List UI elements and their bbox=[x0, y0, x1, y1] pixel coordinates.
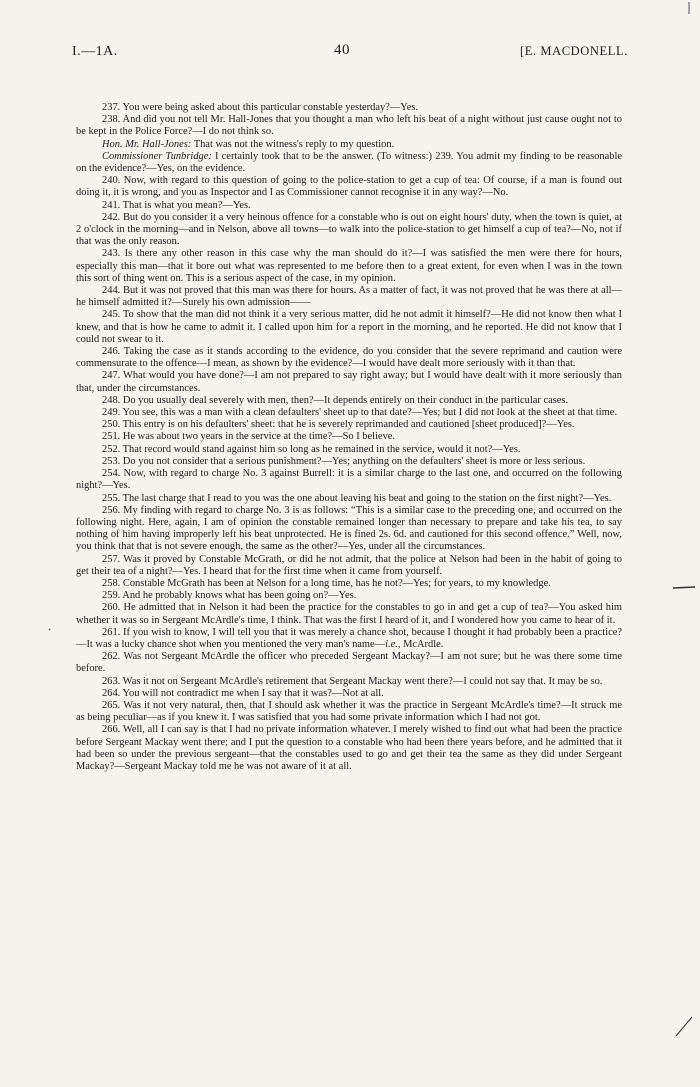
paragraph bbox=[76, 456, 622, 468]
paragraph bbox=[76, 493, 622, 505]
paragraph-text: 247. What would you have done?—I am not prepared to say right away; but I would have dealt with it more seriously than that, under the circumstances. bbox=[76, 370, 622, 394]
paragraph bbox=[76, 346, 622, 370]
paragraph bbox=[76, 627, 622, 651]
paragraph bbox=[76, 139, 622, 151]
paragraph bbox=[76, 676, 622, 688]
paragraph-text: 246. Taking the case as it stands according to the evidence, do you consider that the severe reprimand and caution were commensurate to the offence—I mean, as shown by the evidence?—I would have dealt more seriously with it than that. bbox=[76, 346, 622, 370]
paragraph-text: 258. Constable McGrath has been at Nelson for a long time, has he not?—Yes; for years, to my knowledge. bbox=[102, 577, 551, 589]
paragraph-text: 260. He admitted that in Nelson it had been the practice for the constables to go in and get a cup of tea?—You asked him whether it was so in Sergeant McArdle's time, I think. That was the first I heard of it, and I wondered how you came to hear of it. bbox=[76, 602, 622, 626]
paragraph-text: 248. Do you usually deal severely with men, then?—It depends entirely on their conduct in the particular cases. bbox=[102, 394, 569, 406]
paragraph bbox=[76, 175, 622, 199]
paragraph bbox=[76, 724, 622, 773]
witness-name: [E. MACDONELL. bbox=[519, 44, 628, 58]
paragraph bbox=[76, 444, 622, 456]
paragraph bbox=[76, 700, 622, 724]
paragraph-text: 255. The last charge that I read to you was the one about leaving his beat and going to the station on the first night?—Yes. bbox=[102, 492, 612, 504]
paragraph-text: 259. And he probably knows what has been going on?—Yes. bbox=[102, 590, 357, 602]
paragraph-text: 250. This entry is on his defaulters' sheet: that he is severely reprimanded and cautioned [sheet produced]?—Yes. bbox=[102, 419, 575, 431]
margin-mark bbox=[687, 2, 691, 14]
paragraph bbox=[76, 309, 622, 346]
document-body bbox=[76, 102, 622, 773]
paragraph-text: 240. Now, with regard to this question of going to the police-station to get a cup of tea: Of course, if a man is found out doing it, it is wrong, and you as Inspector and I as Commissioner cannot recognise it in any way?—No. bbox=[76, 175, 622, 199]
paragraph-text: 252. That record would stand against him so long as he remained in the service, would it not?—Yes. bbox=[102, 443, 521, 455]
paragraph-text: 241. That is what you mean?—Yes. bbox=[102, 199, 251, 211]
paragraph-text: 243. Is there any other reason in this case why the man should do it?—I was satisfied the men were there for hours, especially this man—that it bore out what was represented to me before then to a great extent, for even when I was in the town this sort of thing went on. This is a serious aspect of the case, in my opinion. bbox=[76, 248, 622, 284]
paragraph-text: 251. He was about two years in the service at the time?—So I believe. bbox=[102, 431, 396, 443]
paragraph-text: 249. You see, this was a man with a clean defaulters' sheet up to that date?—Yes; but I did not look at the sheet at that time. bbox=[102, 407, 618, 419]
paragraph-text: 245. To show that the man did not think it a very serious matter, did he not admit it himself?—He did not know then what I knew, and that is how he came to admit it. I called upon him for a report in the morning, and he reported. He did not know that I could not swear to it. bbox=[76, 309, 622, 345]
paragraph bbox=[76, 102, 622, 114]
paragraph-text: That was not the witness's reply to my question. bbox=[191, 138, 395, 150]
paragraph bbox=[76, 395, 622, 407]
paragraph bbox=[76, 688, 622, 700]
paragraph bbox=[76, 248, 622, 285]
paragraph-text: 262. Was not Sergeant McArdle the officer who preceded Sergeant Mackay?—I am not sure; but he was there some time before. bbox=[76, 651, 622, 675]
paragraph bbox=[76, 651, 622, 675]
speaker-name: Commissioner Tunbridge: bbox=[102, 150, 212, 162]
paragraph bbox=[76, 285, 622, 309]
paragraph bbox=[76, 590, 622, 602]
paragraph-text: 263. Was it not on Sergeant McArdle's retirement that Sergeant Mackay went there?—I could not say that. It may be so. bbox=[102, 675, 603, 687]
paragraph-text: 238. And did you not tell Mr. Hall-Jones that you thought a man who left his beat of a night without just cause ought not to be kept in the Police Force?—I do not think so. bbox=[76, 114, 622, 138]
paragraph-text: 254. Now, with regard to charge No. 3 against Burrell: it is a similar charge to the last one, and occurred on the following night?—Yes. bbox=[76, 468, 622, 492]
paragraph-text: 237. You were being asked about this particular constable yesterday?—Yes. bbox=[102, 102, 419, 113]
paragraph-text: 242. But do you consider it a very heinous offence for a constable who is out on eight hours' duty, when the town is quiet, at 2 o'clock in the morning—and in Nelson, above all towns—to walk into the police-station to get himself a cup of tea?—No, not if that was the only reason. bbox=[76, 211, 622, 248]
paragraph bbox=[76, 151, 622, 175]
paragraph bbox=[76, 578, 622, 590]
paragraph-text: 266. Well, all I can say is that I had no private information whatever. I merely wished to find out what had been the practice before Sergeant Mackay went there; and I put the question to a constable who had been there years before, and he admitted that it had been so under the previous sergeant—that the constables used to go and get their tea the same as they did under Sergeant Mackay?—Sergeant Mackay told me he was not aware of it at all. bbox=[76, 724, 622, 772]
paragraph-text: 244. But it was not proved that this man was there for hours. As a matter of fact, it was not proved that he was there at all—he himself admitted it?—Surely his own admission—— bbox=[76, 285, 622, 309]
paragraph-text-tail: McArdle. bbox=[400, 638, 444, 650]
paragraph-text: 253. Do you not consider that a serious punishment?—Yes; anything on the defaulters' sheet is more or less serious. bbox=[102, 455, 586, 467]
paragraph bbox=[76, 407, 622, 419]
paragraph-text: 264. You will not contradict me when I say that it was?—Not at all. bbox=[102, 687, 384, 699]
paragraph bbox=[76, 602, 622, 626]
margin-pencil-mark bbox=[673, 586, 695, 589]
paragraph-text: 257. Was it proved by Constable McGrath, or did he not admit, that the police at Nelson had been in the habit of going to get their tea of a night?—Yes. I heard that for the first time when it came from yourself. bbox=[76, 553, 622, 577]
paragraph bbox=[76, 370, 622, 394]
paragraph bbox=[76, 114, 622, 138]
paragraph-text: 265. Was it not very natural, then, that I should ask whether it was the practice in Sergeant McArdle's time?—It struck me as being peculiar—as if you knew it. I was satisfied that you had some private information which I had not got. bbox=[76, 699, 622, 724]
paragraph bbox=[76, 200, 622, 212]
paragraph bbox=[76, 431, 622, 443]
paragraph bbox=[76, 468, 622, 492]
speaker-name: Hon. Mr. Hall-Jones: bbox=[102, 138, 192, 150]
paragraph bbox=[76, 505, 622, 554]
paragraph-text: 256. My finding with regard to charge No. 3 is as follows: “This is a similar case to the preceding one, and occurred on the following night. Here, again, I am of opinion the constable remained longer than necessary to prepare and take his tea, to say nothing of him having improperly left his beat unprotected. He is fined 2s. 6d. and cautioned for this second offence.” Well, now, you think that that is not severe enough, the same as the other?—Yes, under all the circumstances. bbox=[76, 504, 622, 553]
paragraph bbox=[76, 554, 622, 578]
paragraph bbox=[76, 419, 622, 431]
page-number: 40 bbox=[334, 42, 350, 58]
margin-pencil-mark bbox=[675, 1015, 693, 1037]
italic-text: i.e., bbox=[385, 638, 401, 650]
paper-reference: I.—1A. bbox=[72, 44, 118, 59]
margin-dot bbox=[48, 628, 51, 631]
page-header bbox=[72, 40, 628, 64]
paragraph bbox=[76, 212, 622, 249]
paragraph-text: 261. If you wish to know, I will tell you that it was merely a chance shot, because I thought it had probably been a practice?—It was a lucky chance shot when you mentioned the very man's name— bbox=[76, 626, 622, 650]
paragraph-text: I certainly took that to be the answer. (To witness:) 239. You admit my finding to be reasonable on the evidence?—Yes, on the evidence. bbox=[76, 150, 622, 175]
